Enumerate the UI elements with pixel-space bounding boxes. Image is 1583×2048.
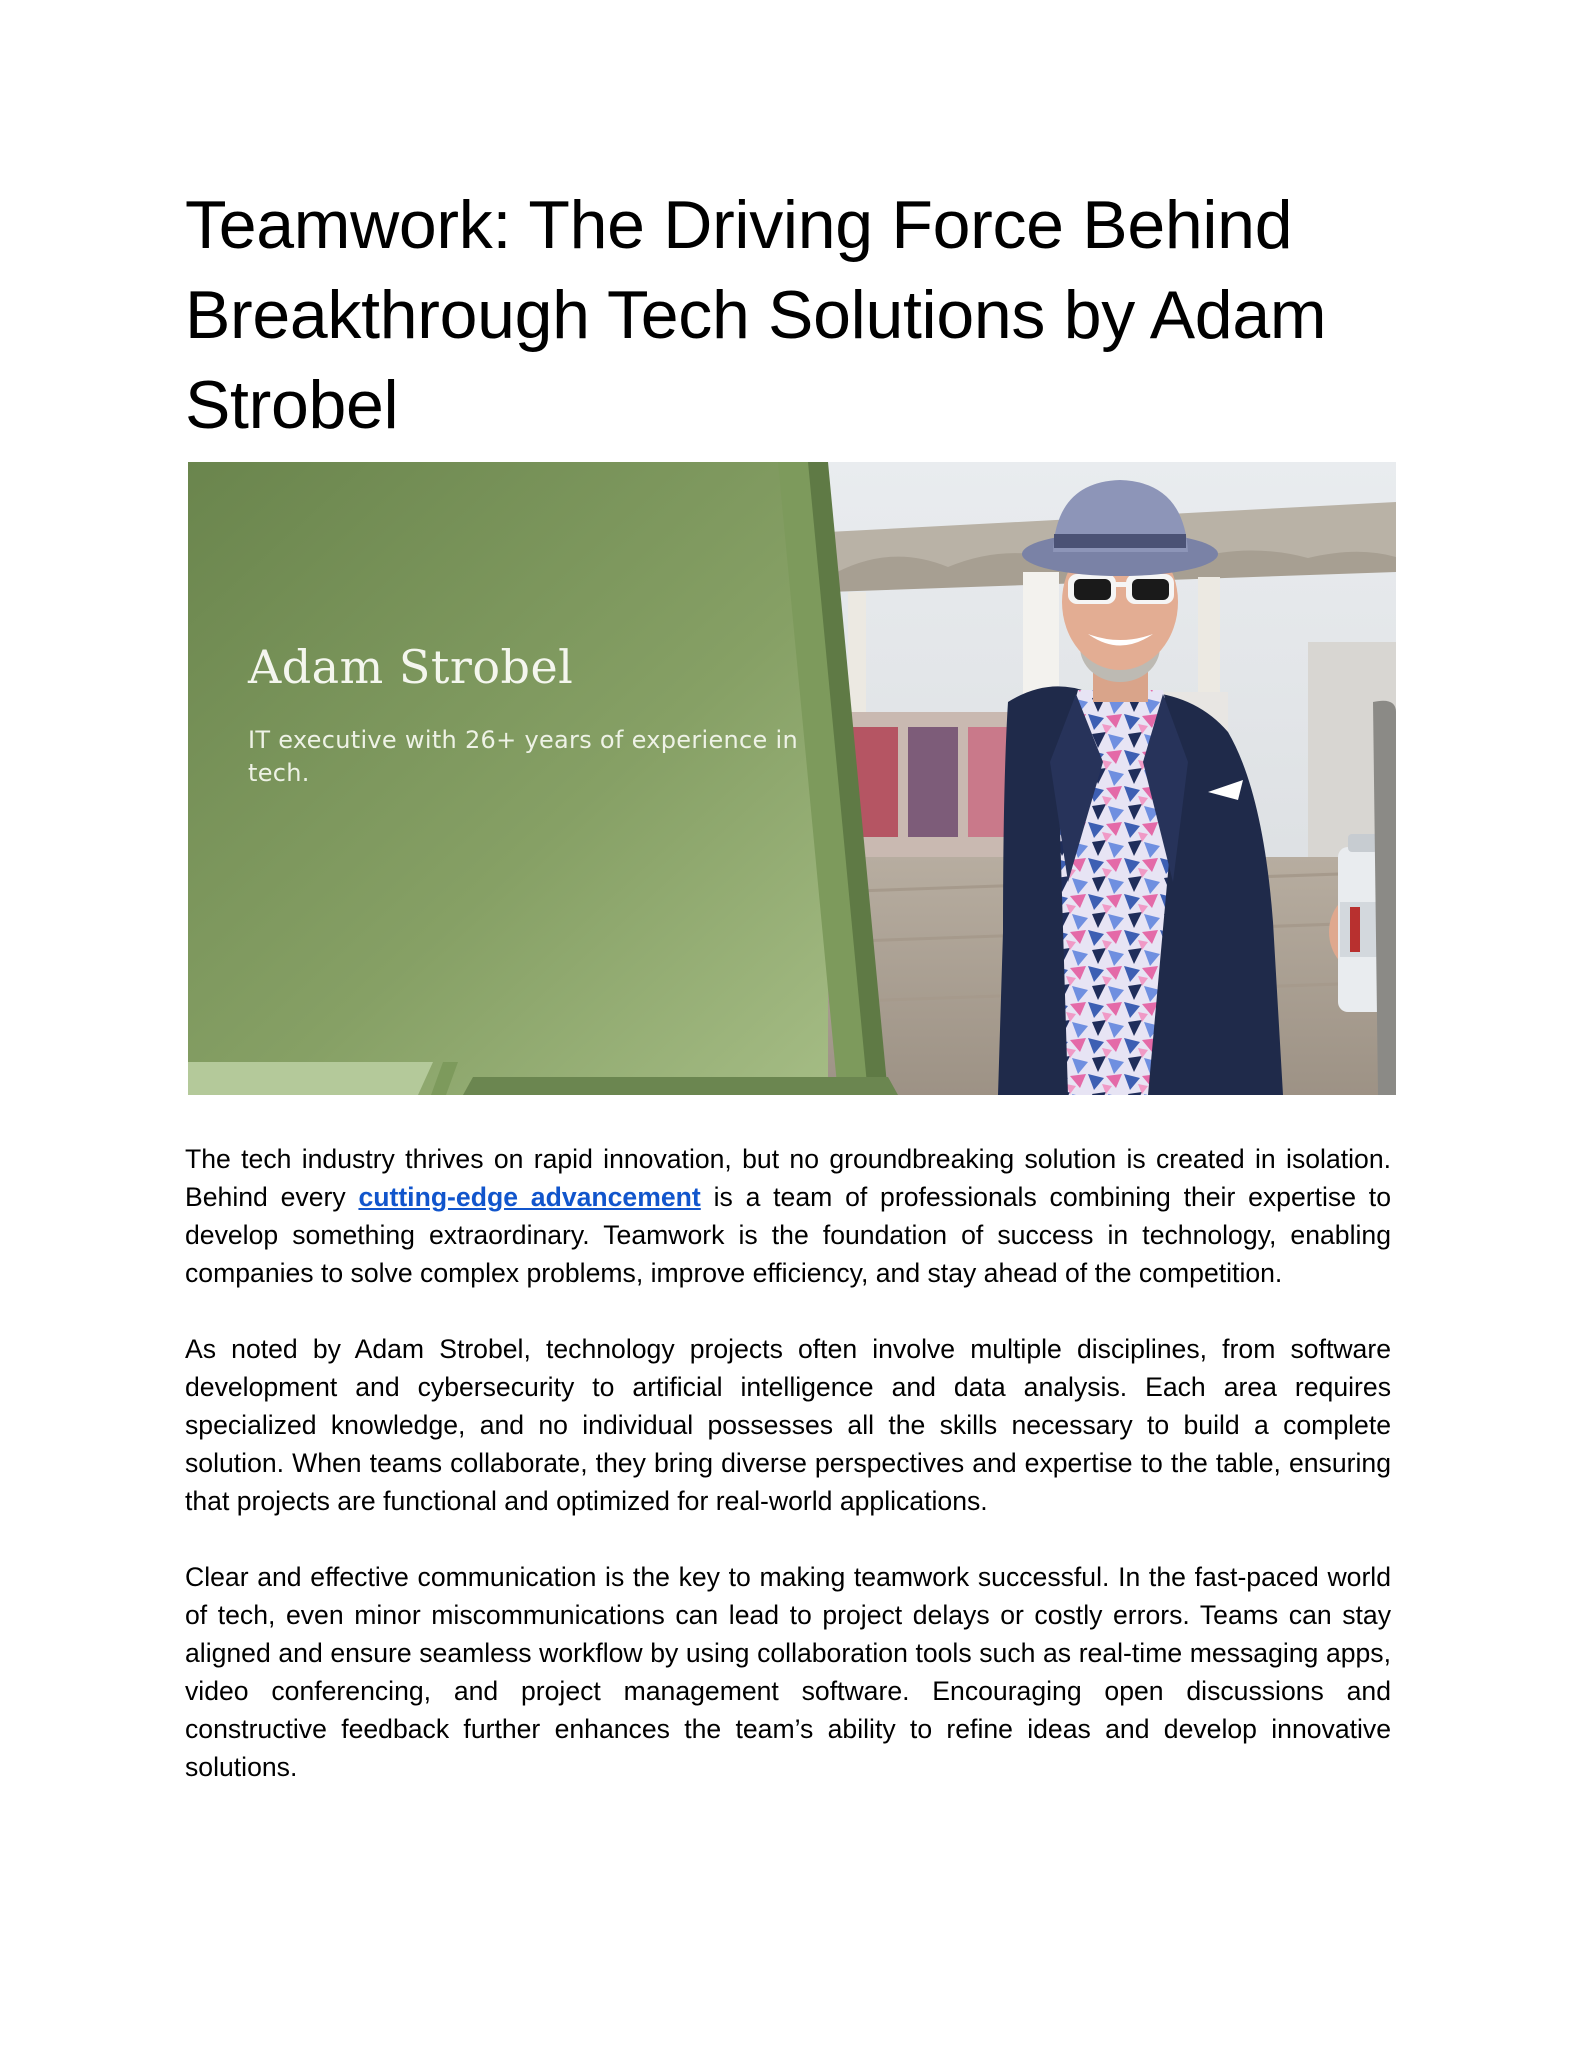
title-line-1: Teamwork: The Driving Force Behind xyxy=(185,187,1293,263)
paragraph-1-text-after: is a team of professionals combining their expertise to develop something extraordinary. Teamwork is the foundation of success in technology, enabling companies to solve complex problems, improve efficiency, and stay ahead of the competition. xyxy=(185,1182,1391,1288)
hero-tagline: IT executive with 26+ years of experience in tech. xyxy=(248,726,799,787)
paragraph-1 xyxy=(185,1140,1391,1292)
hero-name: Adam Strobel xyxy=(248,640,574,694)
title-line-3: Strobel xyxy=(185,367,399,443)
paragraph-1-text-before: The tech industry thrives on rapid innovation, but no groundbreaking solution is created in isolation. Behind every xyxy=(185,1144,1391,1212)
title-line-2: Breakthrough Tech Solutions by Adam xyxy=(185,277,1327,353)
paragraph-3: Clear and effective communication is the key to making teamwork successful. In the fast-paced world of tech, even minor miscommunications can lead to project delays or costly errors. Teams can stay aligned and ensure seamless workflow by using collaboration tools such as real-time messaging apps, video conferencing, and project management software. Encouraging open discussions and constructive feedback further enhances the team’s ability to refine ideas and develop innovative solutions. xyxy=(185,1562,1391,1782)
hero-bottom-strip-dark xyxy=(463,1077,898,1095)
hero-image xyxy=(188,462,1396,1095)
page-title xyxy=(185,180,1405,450)
hero-bottom-strip-light xyxy=(188,1062,433,1095)
paragraph-2: As noted by Adam Strobel, technology projects often involve multiple disciplines, from software development and cybersecurity to artificial intelligence and data analysis. Each area requires specialized knowledge, and no individual possesses all the skills necessary to build a complete solution. When teams collaborate, they bring diverse perspectives and expertise to the table, ensuring that projects are functional and optimized for real-world applications. xyxy=(185,1334,1391,1516)
portrait-photo xyxy=(828,462,1396,1095)
article-body xyxy=(185,1140,1391,1824)
cutting-edge-advancement-link[interactable]: cutting-edge advancement xyxy=(358,1182,701,1212)
